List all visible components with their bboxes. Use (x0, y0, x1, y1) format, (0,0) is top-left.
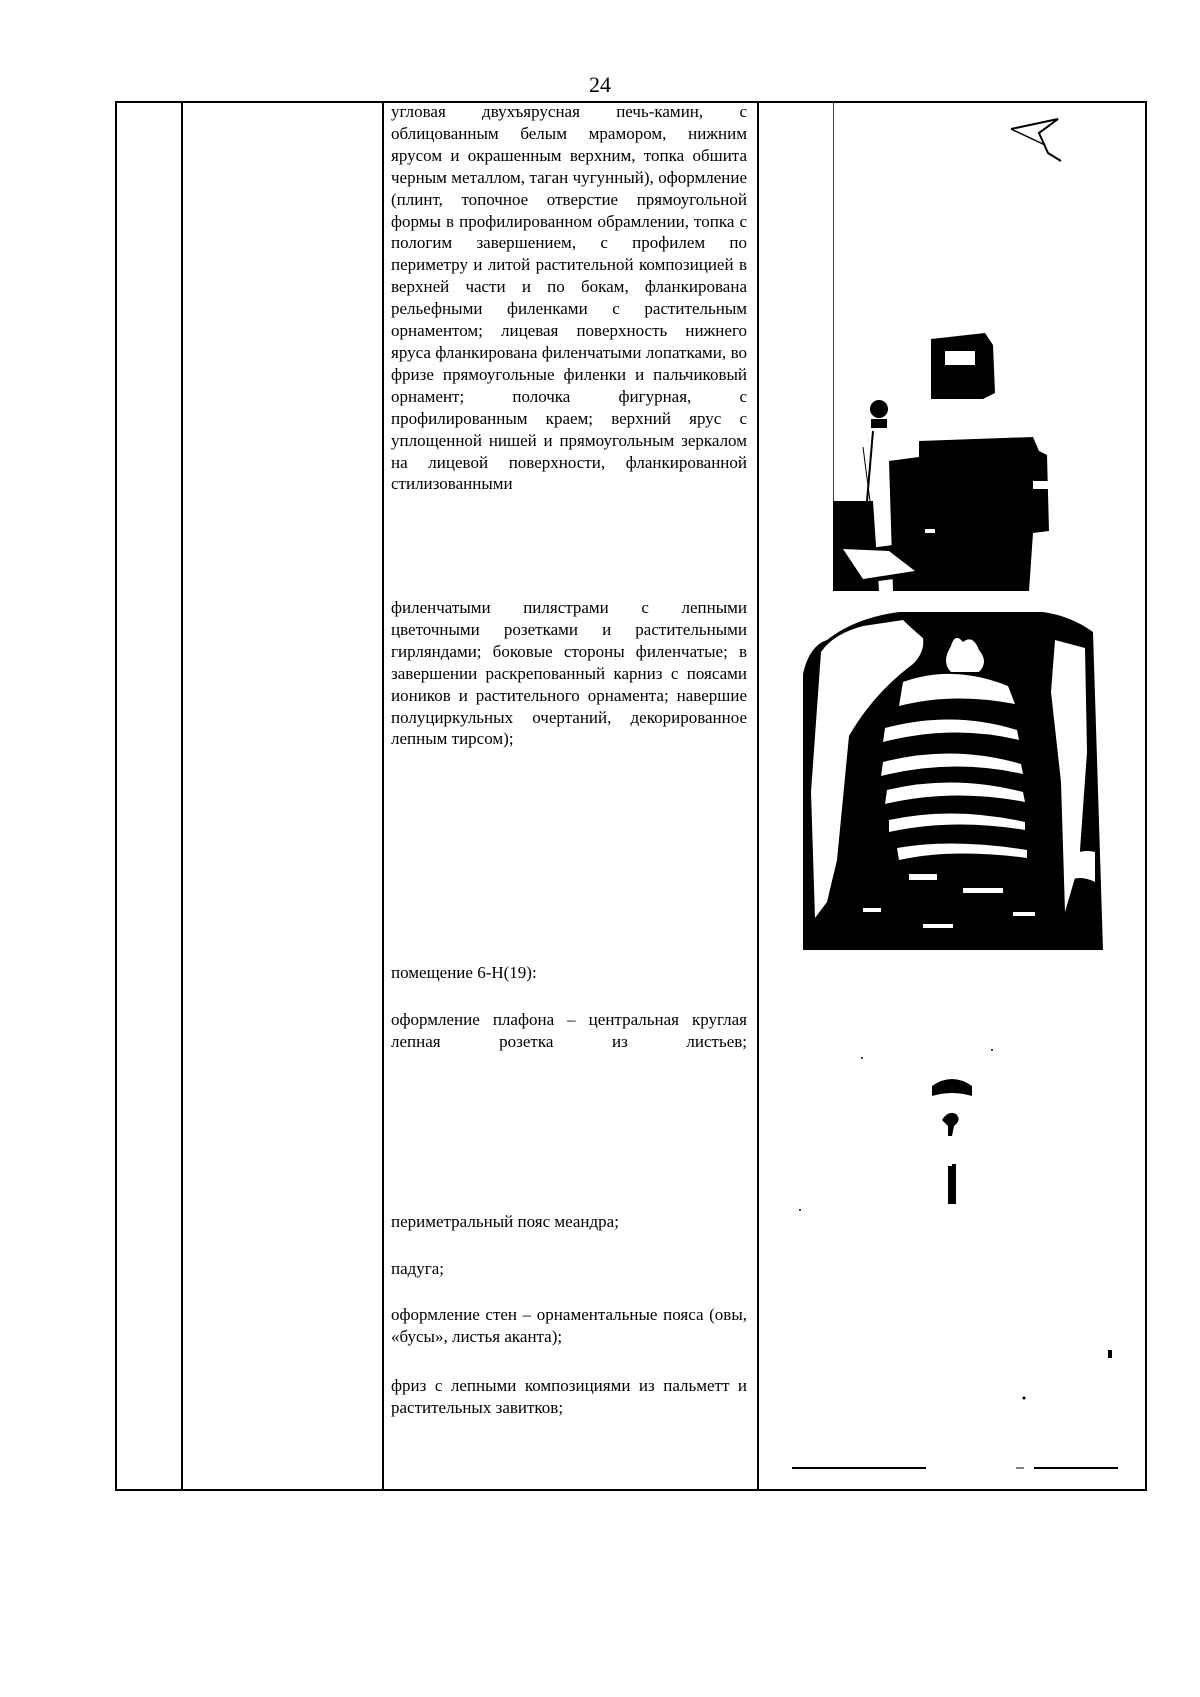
column-divider-1 (181, 103, 183, 1489)
paragraph-walls: оформление стен – орнаментальные пояса (овы, «бусы», листья аканта); (391, 1305, 747, 1346)
paragraph-fireplace-continued: филенчатыми пилястрами с лепными цветочными розетками и растительными гирляндами; боковые стороны филенчатые; в завершении раскрепованный карниз с поясами иоников и растительного орнамента; навершие полуциркульных очертаний, декорированное лепным тирсом); (391, 598, 747, 749)
paragraph-ceiling: оформление плафона – центральная круглая лепная розетка из листьев; (391, 1010, 747, 1051)
paragraph-room-heading: помещение 6-Н(19): (391, 963, 537, 982)
column-divider-3 (757, 103, 759, 1489)
paragraph-fireplace-description: угловая двухъярусная печь-камин, с облицованным белым мрамором, нижним ярусом и окрашенным верхним, топка обшита черным металлом, таган чугунный), оформление (плинт, топочное отверстие прямоугольной формы в профилированном обрамлении, топка с пологим завершением, с профилем по периметру и литой растительной композицией в верхней части и по бокам, фланкирована рельефными филенками с растительным орнаментом; лицевая поверхность нижнего яруса фланкирована филенчатыми лопатками, во фризе прямоугольные филенки и пальчиковый орнамент; полочка фигурная, с профилированным краем; верхний ярус с уплощенной нишей и прямоугольным зеркалом на лицевой поверхности, фланкированной стилизованными (391, 102, 747, 494)
paragraph-meander-belt: периметральный пояс меандра; (391, 1212, 619, 1231)
page-number: 24 (589, 72, 611, 97)
paragraph-frieze: фриз с лепными композициями из пальметт и растительных завитков; (391, 1376, 747, 1417)
fireplace-arch-photo (803, 612, 1103, 950)
paragraph-cove: падуга; (391, 1259, 445, 1278)
column-divider-2 (382, 103, 384, 1489)
fireplace-upper-photo (833, 101, 1145, 591)
ceiling-rosette-photo (792, 1000, 1145, 1480)
